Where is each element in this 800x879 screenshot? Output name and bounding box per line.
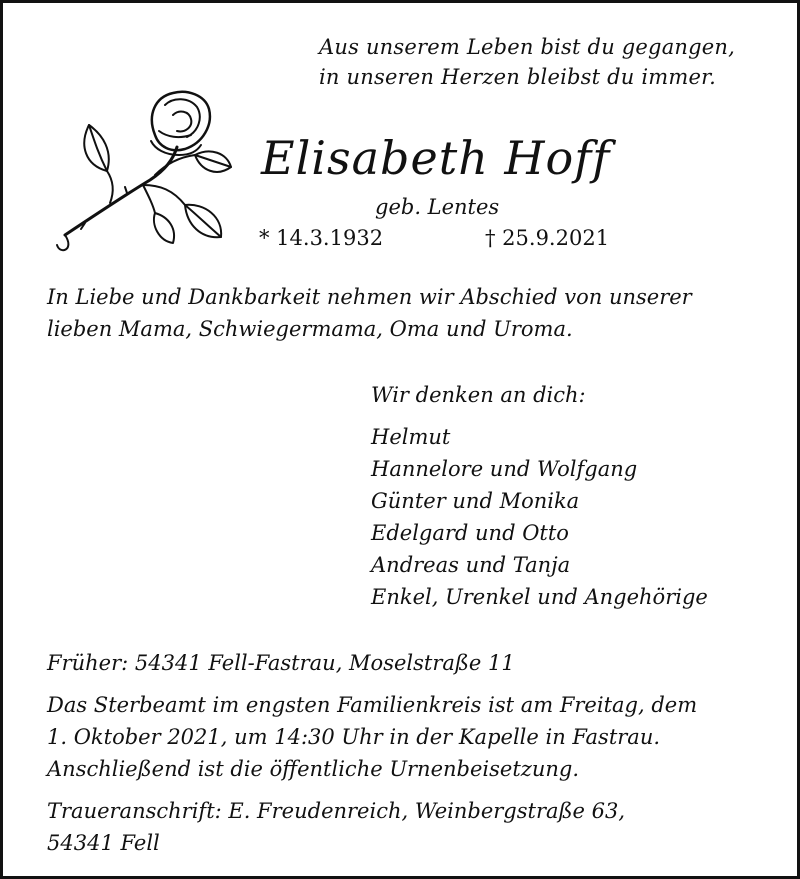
funeral-line-1: Das Sterbeamt im engsten Familienkreis ist am Freitag, dem <box>47 693 698 717</box>
mourners-heading: Wir denken an dich: <box>371 383 586 407</box>
quote-line-1: Aus unserem Leben bist du gegangen, <box>319 35 736 59</box>
death-date: † 25.9.2021 <box>485 226 610 250</box>
mourning-address-line-1: Traueranschrift: E. Freudenreich, Weinbergstraße 63, <box>47 799 626 823</box>
deceased-name: Elisabeth Hoff <box>261 131 611 185</box>
mourning-address-line-2: 54341 Fell <box>47 831 160 855</box>
farewell-line-2: lieben Mama, Schwiegermama, Oma und Uroma. <box>47 317 573 341</box>
funeral-line-3: Anschließend ist die öffentliche Urnenbeisetzung. <box>47 757 579 781</box>
birth-name: geb. Lentes <box>375 195 500 219</box>
mourner-name: Andreas und Tanja <box>371 553 571 577</box>
former-address: Früher: 54341 Fell-Fastrau, Moselstraße 11 <box>47 651 515 675</box>
birth-date: * 14.3.1932 <box>259 226 384 250</box>
mourner-name: Enkel, Urenkel und Angehörige <box>371 585 708 609</box>
mourner-name: Günter und Monika <box>371 489 580 513</box>
mourner-name: Hannelore und Wolfgang <box>371 457 638 481</box>
rose-icon <box>55 85 235 261</box>
mourner-name: Edelgard und Otto <box>371 521 569 545</box>
funeral-line-2: 1. Oktober 2021, um 14:30 Uhr in der Kapelle in Fastrau. <box>47 725 661 749</box>
mourner-name: Helmut <box>371 425 451 449</box>
quote-line-2: in unseren Herzen bleibst du immer. <box>319 65 716 89</box>
farewell-line-1: In Liebe und Dankbarkeit nehmen wir Abschied von unserer <box>47 285 692 309</box>
